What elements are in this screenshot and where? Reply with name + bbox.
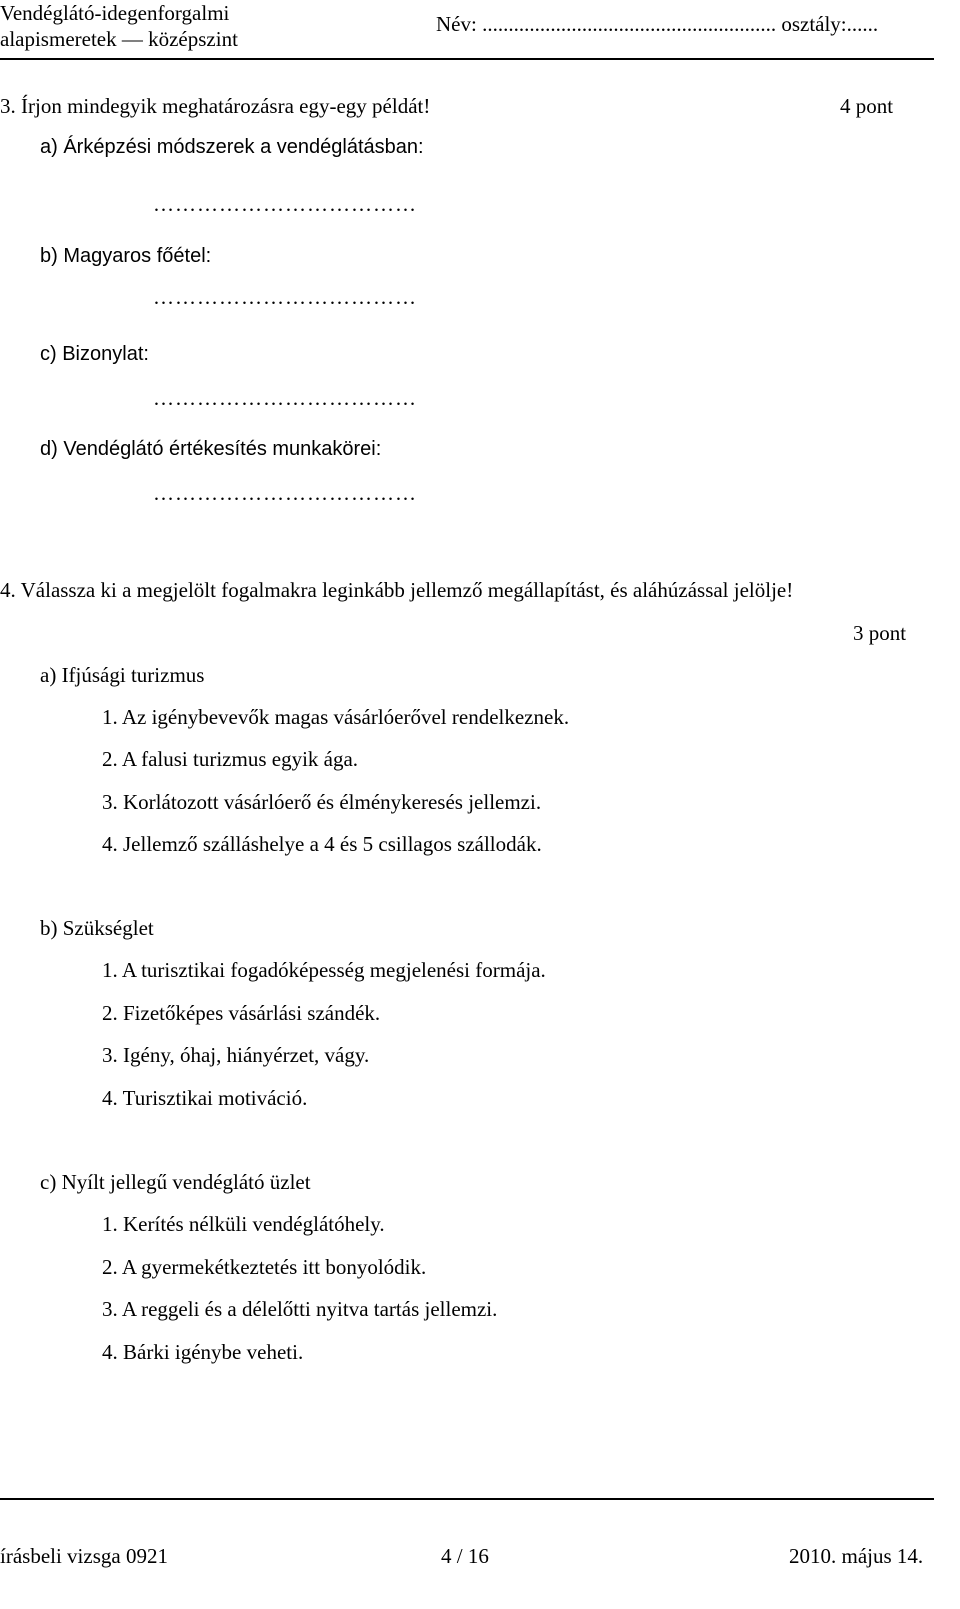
header-subject-line2: alapismeretek — középszint <box>0 27 238 51</box>
header-name-class-field: Név: ........................................................ osztály:...... <box>436 12 879 36</box>
q4-points: 3 pont <box>853 621 907 645</box>
q3-item-b-answer-line[interactable]: ……………………………… <box>153 285 417 309</box>
q3-item-d-label: d) Vendéglátó értékesítés munkakörei: <box>40 438 382 460</box>
q3-item-a-answer-line[interactable]: ……………………………… <box>153 192 417 216</box>
header-rule <box>0 58 934 60</box>
footer-page-number: 4 / 16 <box>441 1544 489 1568</box>
q4-group-c-option-4[interactable]: 4. Bárki igénybe veheti. <box>102 1340 304 1364</box>
q4-group-b-option-2[interactable]: 2. Fizetőképes vásárlási szándék. <box>102 1001 381 1025</box>
footer-date: 2010. május 14. <box>789 1544 924 1568</box>
q4-group-c-option-1[interactable]: 1. Kerítés nélküli vendéglátóhely. <box>102 1212 385 1236</box>
q4-group-b-option-3[interactable]: 3. Igény, óhaj, hiányérzet, vágy. <box>102 1043 370 1067</box>
q3-item-b-label: b) Magyaros főétel: <box>40 245 212 267</box>
q4-group-a-heading: a) Ifjúsági turizmus <box>40 663 205 687</box>
q3-title: 3. Írjon mindegyik meghatározásra egy-egy példát! <box>0 94 431 118</box>
q4-title: 4. Válassza ki a megjelölt fogalmakra leginkább jellemző megállapítást, és aláhúzással jelölje! <box>0 578 794 602</box>
q3-points: 4 pont <box>840 94 894 118</box>
q4-group-c-heading: c) Nyílt jellegű vendéglátó üzlet <box>40 1170 311 1194</box>
q3-item-a-label: a) Árképzési módszerek a vendéglátásban: <box>40 136 424 158</box>
header-subject-line1: Vendéglátó-idegenforgalmi <box>0 1 230 25</box>
q4-group-a-option-3[interactable]: 3. Korlátozott vásárlóerő és élménykeresés jellemzi. <box>102 790 542 814</box>
q4-group-a-option-2[interactable]: 2. A falusi turizmus egyik ága. <box>102 747 359 771</box>
footer-exam-code: írásbeli vizsga 0921 <box>0 1544 168 1568</box>
q4-group-a-option-4[interactable]: 4. Jellemző szálláshelye a 4 és 5 csillagos szállodák. <box>102 832 542 856</box>
q4-group-a-option-1[interactable]: 1. Az igénybevevők magas vásárlóerővel rendelkeznek. <box>102 705 570 729</box>
q4-group-b-heading: b) Szükséglet <box>40 916 154 940</box>
q4-group-c-option-3[interactable]: 3. A reggeli és a délelőtti nyitva tartás jellemzi. <box>102 1297 498 1321</box>
footer-rule <box>0 1498 934 1500</box>
q4-group-b-option-1[interactable]: 1. A turisztikai fogadóképesség megjelenési formája. <box>102 958 546 982</box>
q3-item-c-label: c) Bizonylat: <box>40 343 149 365</box>
q4-group-c-option-2[interactable]: 2. A gyermekétkeztetés itt bonyolódik. <box>102 1255 427 1279</box>
q3-item-c-answer-line[interactable]: ……………………………… <box>153 386 417 410</box>
q3-item-d-answer-line[interactable]: ……………………………… <box>153 481 417 505</box>
q4-group-b-option-4[interactable]: 4. Turisztikai motiváció. <box>102 1086 308 1110</box>
